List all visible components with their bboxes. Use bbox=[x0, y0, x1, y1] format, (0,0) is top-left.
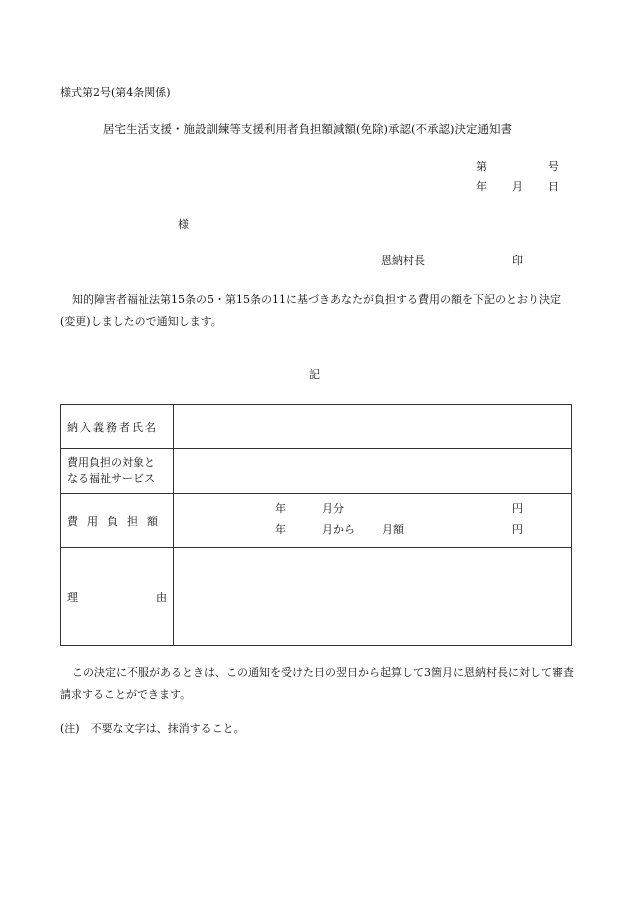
value-reason bbox=[174, 548, 572, 646]
addressee-sama: 様 bbox=[178, 218, 189, 231]
reason-label bbox=[67, 589, 173, 605]
amount-line2-year: 年 bbox=[275, 523, 286, 536]
value-service bbox=[174, 449, 572, 494]
amount-line1-yen: 円 bbox=[512, 502, 523, 515]
amount-line2-month: 月から bbox=[322, 523, 355, 536]
label-reason bbox=[61, 548, 174, 646]
amount-line1-year: 年 bbox=[275, 502, 286, 515]
reason-label-text bbox=[67, 589, 167, 605]
issuer-name: 恩納村長 bbox=[381, 254, 425, 267]
date-day: 日 bbox=[548, 180, 559, 193]
notice-paragraph bbox=[60, 662, 575, 706]
date-year: 年 bbox=[476, 180, 487, 193]
label-amount: 費用負担額 bbox=[61, 494, 174, 548]
body-text: 知的障害者福祉法第15条の5・第15条の11に基づきあなたが負担する費用の額を下記のとおり決定(変更)しましたので通知します。 bbox=[60, 293, 561, 328]
value-payer-name bbox=[174, 405, 572, 449]
body-paragraph bbox=[60, 289, 575, 333]
ki-heading: 記 bbox=[309, 368, 320, 381]
amount-line2-yen: 円 bbox=[512, 523, 523, 536]
form-number: 様式第2号(第4条関係) bbox=[60, 86, 171, 99]
table-row bbox=[61, 494, 572, 548]
table-row bbox=[61, 449, 572, 494]
document-title: 居宅生活支援・施設訓練等支援利用者負担額減額(免除)承認(不承認)決定通知書 bbox=[103, 122, 512, 136]
number-dai: 第 bbox=[476, 160, 487, 173]
amount-line1-month: 月分 bbox=[322, 502, 344, 515]
reason-label-char: 由 bbox=[156, 590, 167, 604]
number-go: 号 bbox=[548, 160, 559, 173]
label-service: 費用負担の対象となる福祉サービス bbox=[61, 449, 174, 494]
details-table bbox=[60, 404, 572, 646]
date-month: 月 bbox=[512, 180, 523, 193]
value-amount bbox=[174, 494, 572, 548]
issuer-seal: 印 bbox=[512, 254, 523, 267]
table-row bbox=[61, 405, 572, 449]
table-row bbox=[61, 548, 572, 646]
label-payer-name: 納入義務者氏名 bbox=[61, 405, 174, 449]
reason-label-char: 理 bbox=[67, 590, 78, 604]
amount-line2-monthly: 月額 bbox=[382, 523, 404, 536]
notice-text: この決定に不服があるときは、この通知を受けた日の翌日から起算して3箇月に恩納村長に対して審査請求することができます。 bbox=[60, 666, 574, 701]
note: (注) 不要な文字は、抹消すること。 bbox=[60, 722, 245, 735]
